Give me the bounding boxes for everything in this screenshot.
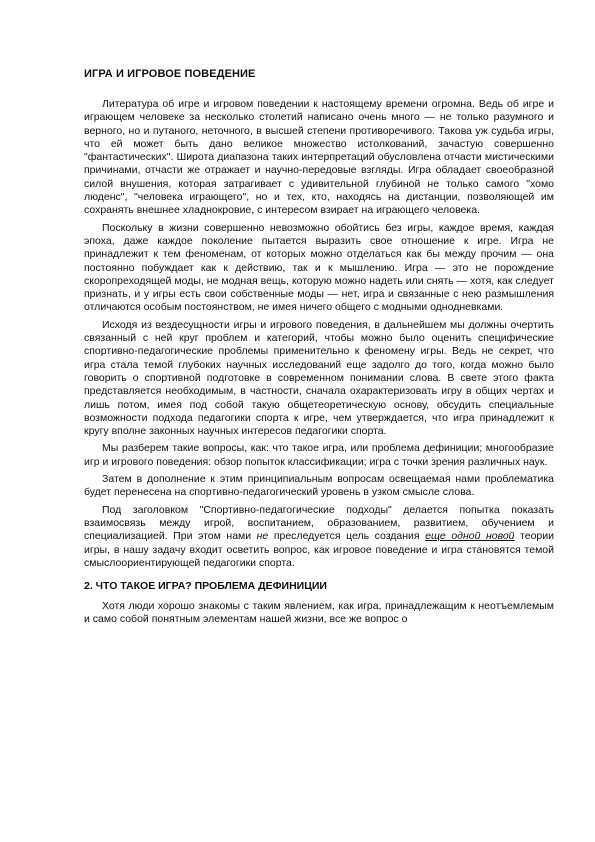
paragraph-5: Затем в дополнение к этим принципиальным вопросам освещаемая нами проблематика будет перенесена на спортивно-педагогический уровень в узком смысле слова. <box>84 473 554 499</box>
emphasis-another-new: еще одной новой <box>425 530 515 543</box>
document-page <box>84 68 554 631</box>
section-heading: 2. ЧТО ТАКОЕ ИГРА? ПРОБЛЕМА ДЕФИНИЦИИ <box>84 580 327 593</box>
paragraph-6-part-1: Под заголовком "Спортивно-педагогические подходы" делается попытка показать взаимосвязь между игрой, воспитанием, образованием, развитием, обучением и специализацией. При этом нами <box>84 503 554 543</box>
page-title: ИГРА И ИГРОВОЕ ПОВЕДЕНИЕ <box>84 68 256 80</box>
paragraph-3: Исходя из вездесущности игры и игрового поведения, в дальнейшем мы должны очертить связанный с ней круг проблем и категорий, чтобы можно было оценить специфические спортивно-педагогические проблемы применительно к феномену игры. Ведь не секрет, что игра стала темой глубоких научных исследований еще задолго до того, когда можно было говорить о спортивной подготовке в современном понимании слова. В свете этого факта представляется необходимым, в частности, сначала охарактеризовать игру в общих чертах и лишь потом, имея под собой такую общетеоретическую основу, обсудить специальные возможности подхода педагогики спорта к игре, чем утверждается, что игра принадлежит к кругу вполне законных научных интересов педагогики спорта. <box>84 318 554 438</box>
paragraph-1: Литература об игре и игровом поведении к настоящему времени огромна. Ведь об игре и играющем человеке за несколько столетий написано очень много — не только разумного и верного, но и путаного, неточного, в высшей степени противоречивого. Такова уж судьба игры, что ей может быть дано великое множество истолкований, зачастую совершенно "фантастических". Широта диапазона таких интерпретаций обусловлена отчасти мистическими причинами, отчасти же отражает и научно-передовые взгляды. Игра обладает своеобразной силой внушения, которая затрагивает с удивительной глубиной не только самого "хомо люденс", "человека играющего", но и тех, кто, находясь на дистанции, позволяющей им сохранять внешнее хладнокровие, с интересом взирает на играющего человека. <box>84 98 554 217</box>
paragraph-2: Поскольку в жизни совершенно невозможно обойтись без игры, каждое время, каждая эпоха, даже каждое поколение пытается выразить свое отношение к игре. Игра не принадлежит к тем феноменам, от которых можно отделаться как бы между прочим — она постоянно побуждает как к действию, так и к мышлению. Игра — это не порождение скоропреходящей моды, не модная вещь, которую можно надеть или снять — хотя, как следует признать, и у игры есть свои собственные моды — нет, игра и связанные с нею размышления отличаются особым постоянством, не имея ничего общего с модными однодневками. <box>84 221 554 314</box>
paragraph-6 <box>84 504 554 570</box>
paragraph-6-part-3: теории игры, в нашу задачу входит осветить вопрос, как игровое поведение и игра становятся темой смыслоориентирующей педагогики спорта. <box>84 530 554 569</box>
paragraph-4: Мы разберем такие вопросы, как: что такое игра, или проблема дефиниции; многообразие игр и игрового поведения: обзор попыток классификации; игра с точки зрения различных наук. <box>84 442 554 468</box>
emphasis-not: не <box>256 530 269 543</box>
paragraph-6-part-2: преследуется цель создания <box>268 530 426 543</box>
section-2-paragraph: Хотя люди хорошо знакомы с таким явлением, как игра, принадлежащим к неотъемлемым и само собой понятным элементам нашей жизни, все же вопрос о <box>84 600 554 626</box>
